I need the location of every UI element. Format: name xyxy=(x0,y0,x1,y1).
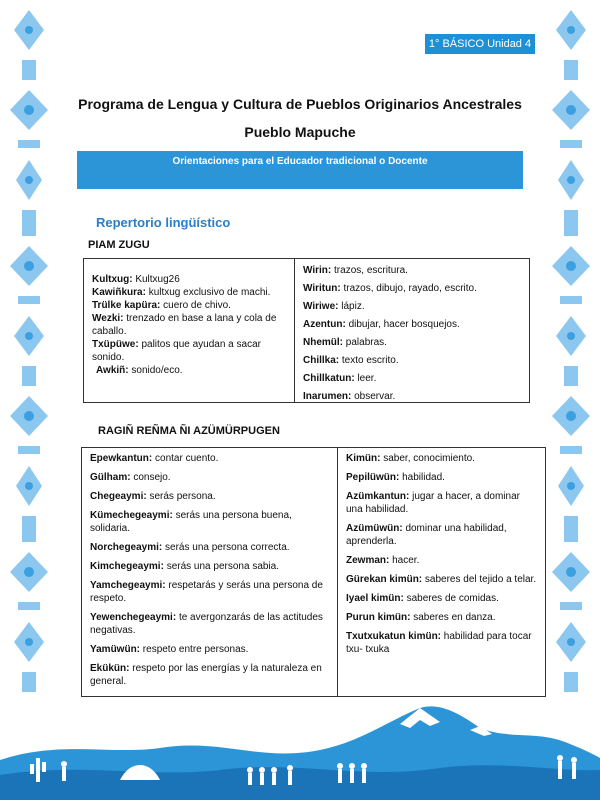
list-item: Norchegeaymi: serás una persona correcta. xyxy=(90,542,290,553)
ragin-table xyxy=(81,447,546,697)
piam-zugu-table xyxy=(83,258,530,403)
right-decorative-border xyxy=(542,0,600,710)
list-item: Iyael kimün: saberes de comidas. xyxy=(346,593,499,604)
ragin-heading: RAGIÑ REÑMA ÑI AZÜMÜRPUGEN xyxy=(98,425,280,437)
list-item: Trülke kapüra: cuero de chivo. xyxy=(92,300,231,311)
list-item: Txüpüwe: palitos que ayudan a sacar sonido. xyxy=(92,339,261,363)
list-item: Chillka: texto escrito. xyxy=(303,355,399,366)
ragin-right-column xyxy=(337,448,545,696)
list-item: Ekükün: respeto por las energías y la naturaleza en general. xyxy=(90,663,322,687)
list-item: Wirin: trazos, escritura. xyxy=(303,265,408,276)
list-item: Chillkatun: leer. xyxy=(303,373,377,384)
landscape-illustration-icon xyxy=(0,700,600,800)
list-item: Gülham: consejo. xyxy=(90,472,171,483)
list-item: Wiritun: trazos, dibujo, rayado, escrito. xyxy=(303,283,477,294)
footer-landscape xyxy=(0,700,600,800)
list-item: Chegeaymi: serás persona. xyxy=(90,491,216,502)
list-item: Kimchegeaymi: serás una persona sabia. xyxy=(90,561,279,572)
list-item: Nhemül: palabras. xyxy=(303,337,387,348)
list-item: Awkiñ: sonido/eco. xyxy=(96,365,183,376)
right-pattern-icon xyxy=(542,0,600,710)
list-item: Kümechegeaymi: serás una persona buena, solidaria. xyxy=(90,510,292,534)
piam-zugu-left-column xyxy=(84,259,294,402)
list-item: Purun kimün: saberes en danza. xyxy=(346,612,496,623)
left-decorative-border xyxy=(0,0,58,710)
list-item: Yamchegeaymi: respetarás y serás una persona de respeto. xyxy=(90,580,323,604)
piam-zugu-heading: PIAM ZUGU xyxy=(88,239,150,251)
list-item: Azentun: dibujar, hacer bosquejos. xyxy=(303,319,460,330)
list-item: Pepilüwün: habilidad. xyxy=(346,472,445,483)
section-title: Repertorio lingüístico xyxy=(96,215,231,230)
list-item: Azümkantun: jugar a hacer, a dominar una habilidad. xyxy=(346,491,520,515)
list-item: Wezki: trenzado en base a lana y cola de caballo. xyxy=(92,313,277,337)
orientation-banner: Orientaciones para el Educador tradicional o Docente xyxy=(77,151,523,189)
list-item: Kawiñkura: kultxug exclusivo de machi. xyxy=(92,287,271,298)
ragin-left-column xyxy=(82,448,337,696)
grade-unit-badge: 1° BÁSICO Unidad 4 xyxy=(425,34,535,54)
list-item: Yewenchegeaymi: te avergonzarás de las actitudes negativas. xyxy=(90,612,323,636)
list-item: Kultxug: Kultxug26 xyxy=(92,274,180,285)
piam-zugu-right-column xyxy=(294,259,529,402)
list-item: Zewman: hacer. xyxy=(346,555,420,566)
list-item: Epewkantun: contar cuento. xyxy=(90,453,219,464)
list-item: Kimün: saber, conocimiento. xyxy=(346,453,475,464)
list-item: Wiriwe: lápiz. xyxy=(303,301,365,312)
list-item: Azümüwün: dominar una habilidad, aprenderla. xyxy=(346,523,507,547)
list-item: Gürekan kimün: saberes del tejido a telar. xyxy=(346,574,537,585)
list-item: Inarumen: observar. xyxy=(303,391,396,402)
page-title: Programa de Lengua y Cultura de Pueblos Originarios Ancestrales xyxy=(78,96,522,112)
left-pattern-icon xyxy=(0,0,58,710)
page-subtitle: Pueblo Mapuche xyxy=(244,124,356,140)
list-item: Txutxukatun kimün: habilidad para tocar txu- txuka xyxy=(346,631,532,655)
list-item: Yamüwün: respeto entre personas. xyxy=(90,644,249,655)
